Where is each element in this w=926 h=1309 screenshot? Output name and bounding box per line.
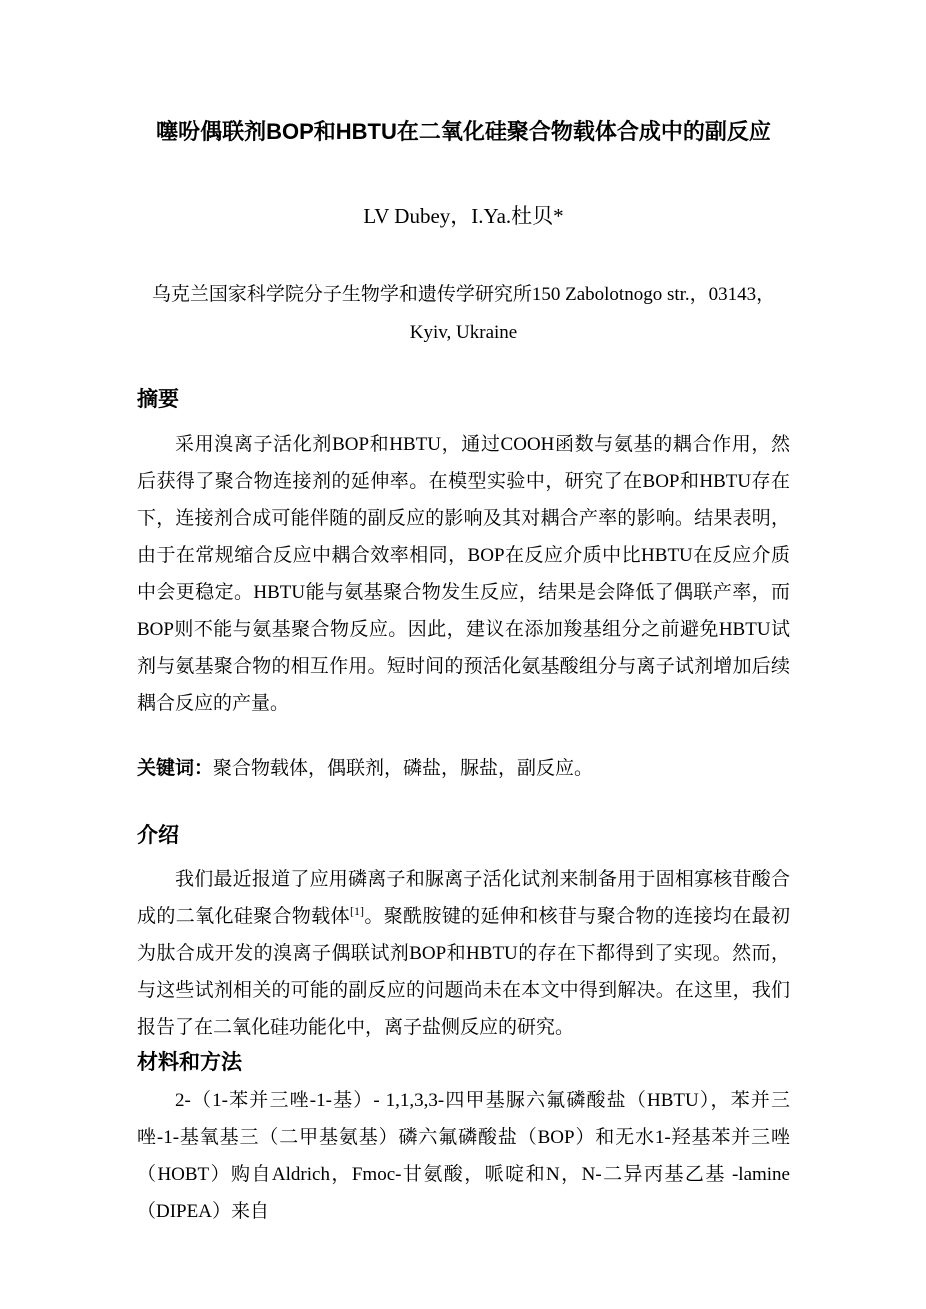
keywords-text: 聚合物载体，偶联剂，磷盐，脲盐，副反应。: [213, 758, 594, 779]
abstract-paragraph: 采用溴离子活化剂BOP和HBTU，通过COOH函数与氨基的耦合作用，然后获得了聚合物连接剂的延伸率。在模型实验中，研究了在BOP和HBTU存在下，连接剂合成可能伴随的副反应的影响及其对耦合产率的影响。结果表明，由于在常规缩合反应中耦合效率相同，BOP在反应介质中比HBTU在反应介质中会更稳定。HBTU能与氨基聚合物发生反应，结果是会降低了偶联产率，而BOP则不能与氨基聚合物反应。因此，建议在添加羧基组分之前避免HBTU试剂与氨基聚合物的相互作用。短时间的预活化氨基酸组分与离子试剂增加后续耦合反应的产量。: [137, 434, 790, 714]
abstract-heading: 摘要: [137, 388, 179, 411]
document-content: [0, 110, 926, 1230]
introduction-text-after-reference: 。聚酰胺键的延伸和核苷与聚合物的连接均在最初为肽合成开发的溴离子偶联试剂BOP和HBTU的存在下都得到了实现。然而，与这些试剂相关的可能的副反应的问题尚未在本文中得到解决。在这里，我们报告了在二氧化硅功能化中，离子盐侧反应的研究。: [137, 906, 790, 1038]
affiliation: 乌克兰国家科学院分子生物学和遗传学研究所150 Zabolotnogo str.，03143，Kyiv, Ukraine: [151, 284, 776, 343]
reference-marker: [1]: [350, 904, 364, 918]
keywords-line: [137, 750, 790, 787]
methods-paragraph: 2-（1-苯并三唑-1-基）- 1,1,3,3-四甲基脲六氟磷酸盐（HBTU），苯并三唑-1-基氧基三（二甲基氨基）磷六氟磷酸盐（BOP）和无水1-羟基苯并三唑（HOBT）购自Aldrich，Fmoc-甘氨酸，哌啶和N，N-二异丙基乙基 -lamine（DIPEA）来自: [137, 1090, 790, 1222]
methods-heading: 材料和方法: [137, 1051, 242, 1074]
introduction-paragraph: [137, 861, 790, 1046]
keywords-label: 关键词：: [137, 758, 214, 779]
authors-line: LV Dubey，I.Ya.杜贝*: [363, 204, 564, 228]
introduction-heading: 介绍: [137, 824, 179, 847]
paper-title: 噻吩偶联剂BOP和HBTU在二氧化硅聚合物载体合成中的副反应: [156, 119, 771, 144]
introduction-text-before-reference: 我们最近报道了应用磷离子和脲离子活化试剂来制备用于固相寡核苷酸合成的二氧化硅聚合物载体: [137, 869, 790, 927]
